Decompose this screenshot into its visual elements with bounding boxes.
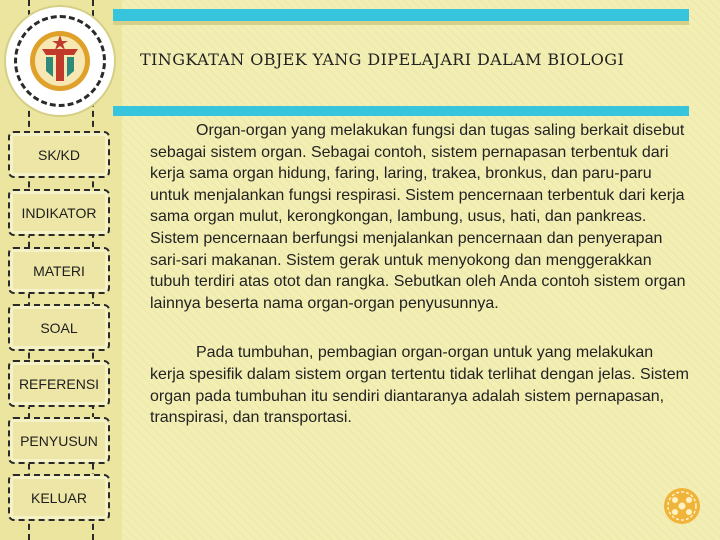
content-paragraph-1: Organ-organ yang melakukan fungsi dan tugas saling berkait disebut sebagai sistem organ. Sebagai contoh, sistem pernapasan terbentuk dari kerja sama organ hidung, faring, laring, trakea, bronkus, dan paru-paru untuk menjalankan fungsi respirasi. Sistem pencernaan terbentuk dari kerja sama organ mulut, kerongkongan, lambung, usus, hati, dan pankreas. Sistem pencernaan berfungsi menjalankan pencernaan dan penyerapan sari-sari makanan. Sistem gerak untuk menyokong dan menggerakkan tubuh terdiri atas otot dan rangka. Sebutkan oleh Anda contoh sistem organ lainnya beserta nama organ-organ penyusunnya. bbox=[150, 122, 686, 312]
top-accent-bar bbox=[113, 9, 689, 21]
content-paragraph-2: Pada tumbuhan, pembagian organ-organ untuk yang melakukan kerja spesifik dalam sistem organ tertentu tidak terlihat dengan jelas. Sistem organ pada tumbuhan itu sendiri diantaranya adalah sistem pernapasan, transpirasi, dan transportasi. bbox=[150, 344, 689, 427]
nav-button-sk-kd[interactable]: SK/KD bbox=[8, 131, 110, 178]
nav-button-soal[interactable]: SOAL bbox=[8, 304, 110, 351]
university-logo-icon bbox=[22, 23, 98, 99]
nav-button-indikator[interactable]: INDIKATOR bbox=[8, 189, 110, 236]
title-divider-bar bbox=[113, 106, 689, 116]
decorative-flower-icon bbox=[662, 486, 702, 526]
nav-button-materi[interactable]: MATERI bbox=[8, 247, 110, 294]
top-accent-bar-shadow bbox=[113, 21, 689, 25]
page-title: TINGKATAN OBJEK YANG DIPELAJARI DALAM BIOLOGI bbox=[140, 50, 625, 69]
content-area bbox=[150, 120, 690, 429]
logo bbox=[4, 5, 116, 117]
nav-button-keluar[interactable]: KELUAR bbox=[8, 474, 110, 521]
nav-button-referensi[interactable]: REFERENSI bbox=[8, 360, 110, 407]
nav-button-penyusun[interactable]: PENYUSUN bbox=[8, 417, 110, 464]
